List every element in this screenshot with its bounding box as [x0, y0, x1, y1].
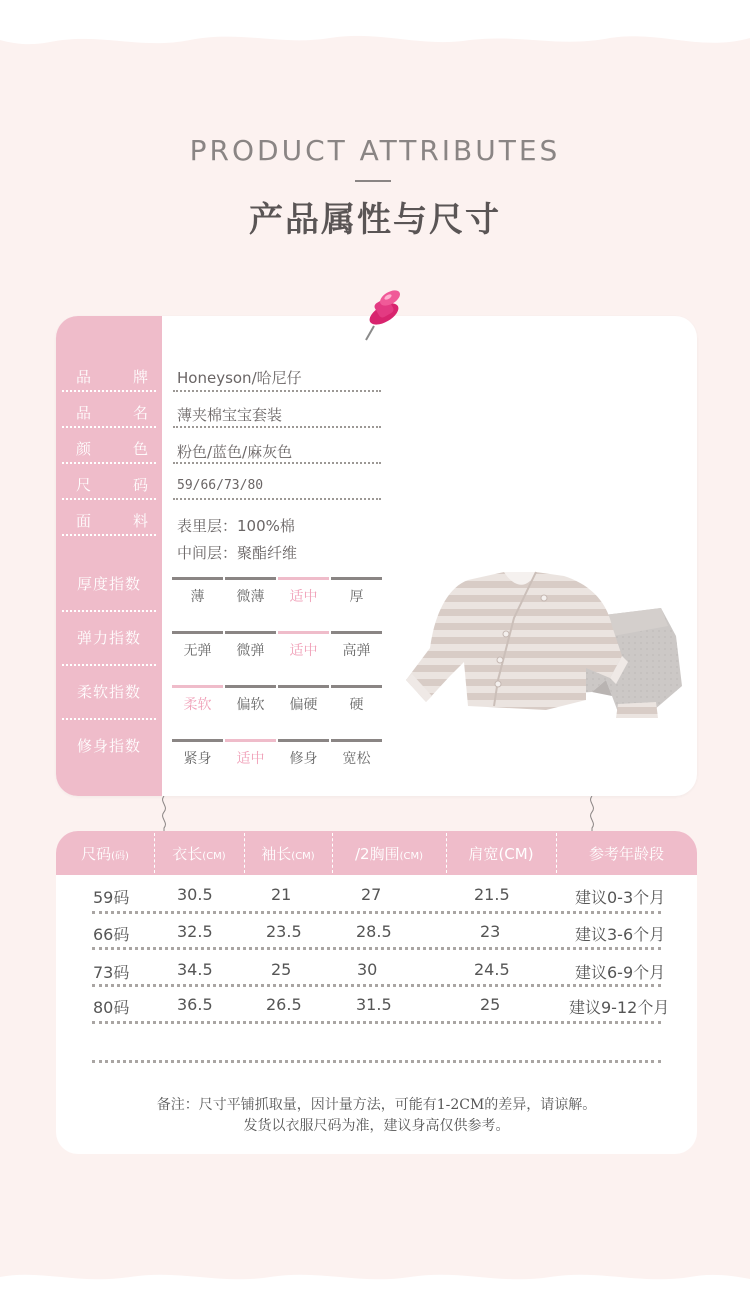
header-length: [154, 831, 244, 875]
value-divider: [173, 426, 381, 428]
label-divider: [62, 462, 156, 464]
label-divider: [62, 610, 156, 612]
note-line-1: 备注：尺寸平铺抓取量，因计量方法，可能有1-2CM的差异，请谅解。: [156, 1097, 597, 1113]
label-char: 品: [76, 368, 92, 386]
attribute-label-column: [56, 316, 162, 796]
value-brand: Honeyson/哈尼仔: [177, 369, 302, 387]
header-unit: (CM): [291, 851, 315, 862]
elasticity-scale: [171, 631, 383, 661]
header-text: 袖长: [261, 845, 292, 863]
header-chest: [332, 831, 446, 875]
label-char: 面: [76, 512, 92, 530]
row-divider: [92, 947, 661, 950]
table-cell: 25: [480, 995, 501, 1014]
hanging-string-right: [585, 796, 599, 834]
scale-option: 硬: [331, 685, 382, 715]
header-unit: (CM): [399, 851, 424, 862]
scale-option-selected: 适中: [278, 577, 329, 607]
softness-scale: [171, 685, 383, 715]
header-shoulder: [446, 831, 556, 875]
scale-option: 微弹: [225, 631, 276, 661]
header-unit: (CM): [498, 845, 534, 863]
label-size: [56, 474, 162, 495]
scale-option: 偏软: [225, 685, 276, 715]
table-cell: 32.5: [177, 922, 213, 941]
table-cell: 24.5: [474, 960, 510, 979]
scale-option: 紧身: [172, 739, 223, 769]
scale-option-selected: 适中: [278, 631, 329, 661]
value-divider: [173, 390, 381, 392]
scale-option-selected: 柔软: [172, 685, 223, 715]
scale-option: 厚: [331, 577, 382, 607]
top-wave-decoration: [0, 0, 750, 60]
table-cell: 21.5: [474, 885, 510, 904]
title-english: PRODUCT ATTRIBUTES: [189, 134, 561, 167]
label-fabric: [56, 510, 162, 531]
label-char: 料: [132, 512, 148, 530]
thickness-scale: [171, 577, 383, 607]
label-char: 颜: [76, 440, 92, 458]
table-cell: 28.5: [356, 922, 392, 941]
label-char: 码: [132, 476, 148, 494]
scale-option: 微薄: [225, 577, 276, 607]
bottom-wave-decoration: [0, 1259, 750, 1299]
table-cell: 30.5: [177, 885, 213, 904]
label-divider: [62, 390, 156, 392]
label-color: [56, 438, 162, 459]
label-divider: [62, 718, 156, 720]
row-divider: [92, 1060, 661, 1063]
table-cell: 23.5: [266, 922, 302, 941]
table-cell: 66码: [93, 925, 130, 944]
table-cell: 27: [361, 885, 382, 904]
label-char: 尺: [76, 476, 92, 494]
attribute-card: [56, 316, 697, 796]
row-divider: [92, 911, 661, 914]
value-product-name: 薄夹棉宝宝套装: [177, 406, 283, 424]
table-cell: 59码: [93, 888, 130, 907]
scale-option: 无弹: [172, 631, 223, 661]
label-brand: [56, 366, 162, 387]
scale-option: 偏硬: [278, 685, 329, 715]
header-text: 尺码: [81, 845, 112, 863]
value-fabric-outer: 表里层：100%棉: [177, 517, 295, 535]
table-cell: 30: [357, 960, 378, 979]
value-divider: [173, 498, 381, 500]
row-divider: [92, 984, 661, 987]
scale-option: 宽松: [331, 739, 382, 769]
label-softness-index: 柔软指数: [77, 683, 142, 701]
table-cell: 建议6-9个月: [575, 963, 666, 982]
table-cell: 23: [480, 922, 501, 941]
label-divider: [62, 426, 156, 428]
header-unit: (码): [111, 851, 129, 862]
row-divider: [92, 1021, 661, 1024]
value-divider: [173, 462, 381, 464]
table-cell: 73码: [93, 963, 130, 982]
value-size: 59/66/73/80: [177, 478, 264, 493]
title-chinese: 产品属性与尺寸: [249, 200, 501, 240]
table-cell: 80码: [93, 998, 130, 1017]
header-sleeve: [244, 831, 332, 875]
label-char: 名: [132, 404, 148, 422]
table-cell: 建议0-3个月: [575, 888, 666, 907]
pushpin-icon: [358, 288, 408, 344]
label-divider: [62, 534, 156, 536]
table-cell: 34.5: [177, 960, 213, 979]
label-thickness-index: 厚度指数: [77, 575, 142, 593]
table-cell: 建议9-12个月: [569, 998, 670, 1017]
note-line-2: 发货以衣服尺码为准，建议身高仅供参考。: [243, 1118, 510, 1134]
label-char: 牌: [132, 368, 148, 386]
table-cell: 21: [271, 885, 292, 904]
table-cell: 25: [271, 960, 292, 979]
hanging-string-left: [157, 796, 171, 834]
table-cell: 36.5: [177, 995, 213, 1014]
header-age: 参考年龄段: [588, 845, 664, 863]
scale-option-selected: 适中: [225, 739, 276, 769]
table-cell: 26.5: [266, 995, 302, 1014]
value-fabric-middle: 中间层：聚酯纤维: [177, 544, 298, 562]
header-text: /2胸围: [354, 845, 400, 863]
size-table-card: [56, 831, 697, 1154]
label-elasticity-index: 弹力指数: [77, 629, 142, 647]
header-text: 衣长: [172, 845, 203, 863]
table-cell: 建议3-6个月: [575, 925, 666, 944]
scale-option: 修身: [278, 739, 329, 769]
fit-scale: [171, 739, 383, 769]
label-fit-index: 修身指数: [77, 737, 142, 755]
header-size: [56, 831, 154, 875]
scale-option: 薄: [172, 577, 223, 607]
table-cell: 31.5: [356, 995, 392, 1014]
header-unit: (CM): [202, 851, 226, 862]
title-divider: [355, 180, 391, 182]
label-product-name: [56, 402, 162, 423]
label-divider: [62, 498, 156, 500]
header-text: 肩宽: [468, 845, 499, 863]
label-char: 色: [132, 440, 148, 458]
value-color: 粉色/蓝色/麻灰色: [177, 443, 293, 461]
label-char: 品: [76, 404, 92, 422]
baby-clothes-image: [386, 448, 691, 718]
label-divider: [62, 664, 156, 666]
scale-option: 高弹: [331, 631, 382, 661]
